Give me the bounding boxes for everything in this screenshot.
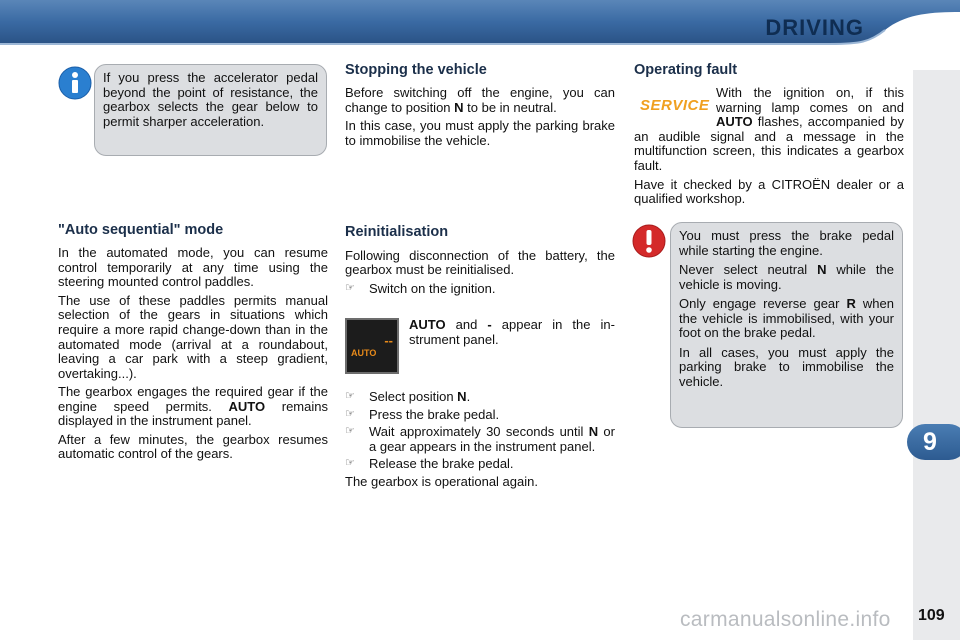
panel-dash: -- — [384, 333, 393, 349]
header-band — [0, 0, 960, 46]
instrument-panel-image — [345, 318, 399, 374]
operating-fault-section — [634, 62, 904, 211]
stopping-p1: Before switching off the engine, you can change to position N to be in neutral. — [345, 85, 615, 115]
warn-p4: In all cases, you must apply the parking brake to immobilise the vehicle. — [679, 344, 894, 389]
exclamation-icon — [632, 224, 666, 258]
reinit-heading: Reinitialisation — [345, 224, 449, 241]
pointing-hand-icon: ☞ — [345, 425, 355, 438]
stopping-p2: In this case, you must apply the parking brake to immobilise the vehicle. — [345, 118, 615, 148]
watermark: carmanualsonline.info — [680, 608, 891, 631]
info-icon — [58, 66, 92, 100]
warn-p2: Never select neutral N while the vehicle is moving. — [679, 262, 894, 292]
reinit-step-4: ☞ Wait approximately 30 seconds until N or a gear appears in the instrument panel. — [345, 424, 615, 454]
stopping-heading: Stopping the vehicle — [345, 62, 487, 78]
pointing-hand-icon: ☞ — [345, 281, 355, 294]
fault-p1: With the ignition on, if this warning lamp comes on and AUTO flashes, accompanied by an audible signal and a message in the multifunction screen, this indicates a gearbox fault. — [634, 85, 904, 173]
auto-sequential-section — [58, 222, 328, 466]
reinit-step-3: ☞ Press the brake pedal. — [345, 406, 500, 422]
chapter-tab[interactable]: 9 — [907, 424, 960, 460]
reinit-final: The gearbox is operational again. — [345, 474, 538, 490]
pointing-hand-icon: ☞ — [345, 407, 355, 420]
pointing-hand-icon: ☞ — [345, 390, 355, 403]
panel-caption: AUTO and - appear in the instrument panel. — [409, 317, 615, 347]
reinit-step-5: ☞ Release the brake pedal. — [345, 456, 514, 472]
warn-p1: You must press the brake pedal while starting the engine. — [679, 228, 894, 258]
reinit-step-2: ☞ Select position N. — [345, 389, 471, 405]
fault-p2: Have it checked by a CITROËN dealer or a qualified workshop. — [634, 176, 904, 207]
warning-box — [670, 222, 903, 428]
reinit-p1: Following disconnection of the battery, the gearbox must be reinitialised. — [345, 247, 615, 278]
auto-sequential-p2: The use of these paddles permits manual selection of the gears in situations which require a more rapid change-down than in the automated mode (arrival at a roundabout, leaving a car park with a steep gradient, overtaking...). — [58, 292, 328, 381]
page-number: 109 — [918, 607, 945, 624]
reinit-step-1: ☞ Switch on the ignition. — [345, 280, 496, 296]
info-box-text: If you press the accelerator pedal beyond the point of resistance, the gearbox selects the gear below to permit sharper acceleration. — [103, 70, 318, 129]
info-box — [94, 64, 327, 156]
middle-column — [345, 62, 615, 494]
auto-sequential-heading: "Auto sequential" mode — [58, 222, 224, 238]
chapter-title: DRIVING — [765, 15, 864, 40]
pointing-hand-icon: ☞ — [345, 457, 355, 470]
fault-heading: Operating fault — [634, 62, 738, 78]
panel-auto: AUTO — [351, 348, 377, 359]
warn-p3: Only engage reverse gear R when the vehicle is immobilised, with your foot on the brake pedal. — [679, 296, 894, 341]
service-warning-lamp: SERVICE — [640, 97, 710, 115]
side-strip — [913, 70, 960, 640]
auto-sequential-p4: After a few minutes, the gearbox resumes automatic control of the gears. — [58, 431, 328, 462]
auto-sequential-p3: The gearbox engages the required gear if the engine speed permits. AUTO remains displayed in the instrument panel. — [58, 384, 328, 429]
auto-sequential-p1: In the automated mode, you can resume control temporarily at any time using the steering mounted control paddles. — [58, 245, 328, 290]
auto-panel-illustration — [345, 318, 615, 374]
